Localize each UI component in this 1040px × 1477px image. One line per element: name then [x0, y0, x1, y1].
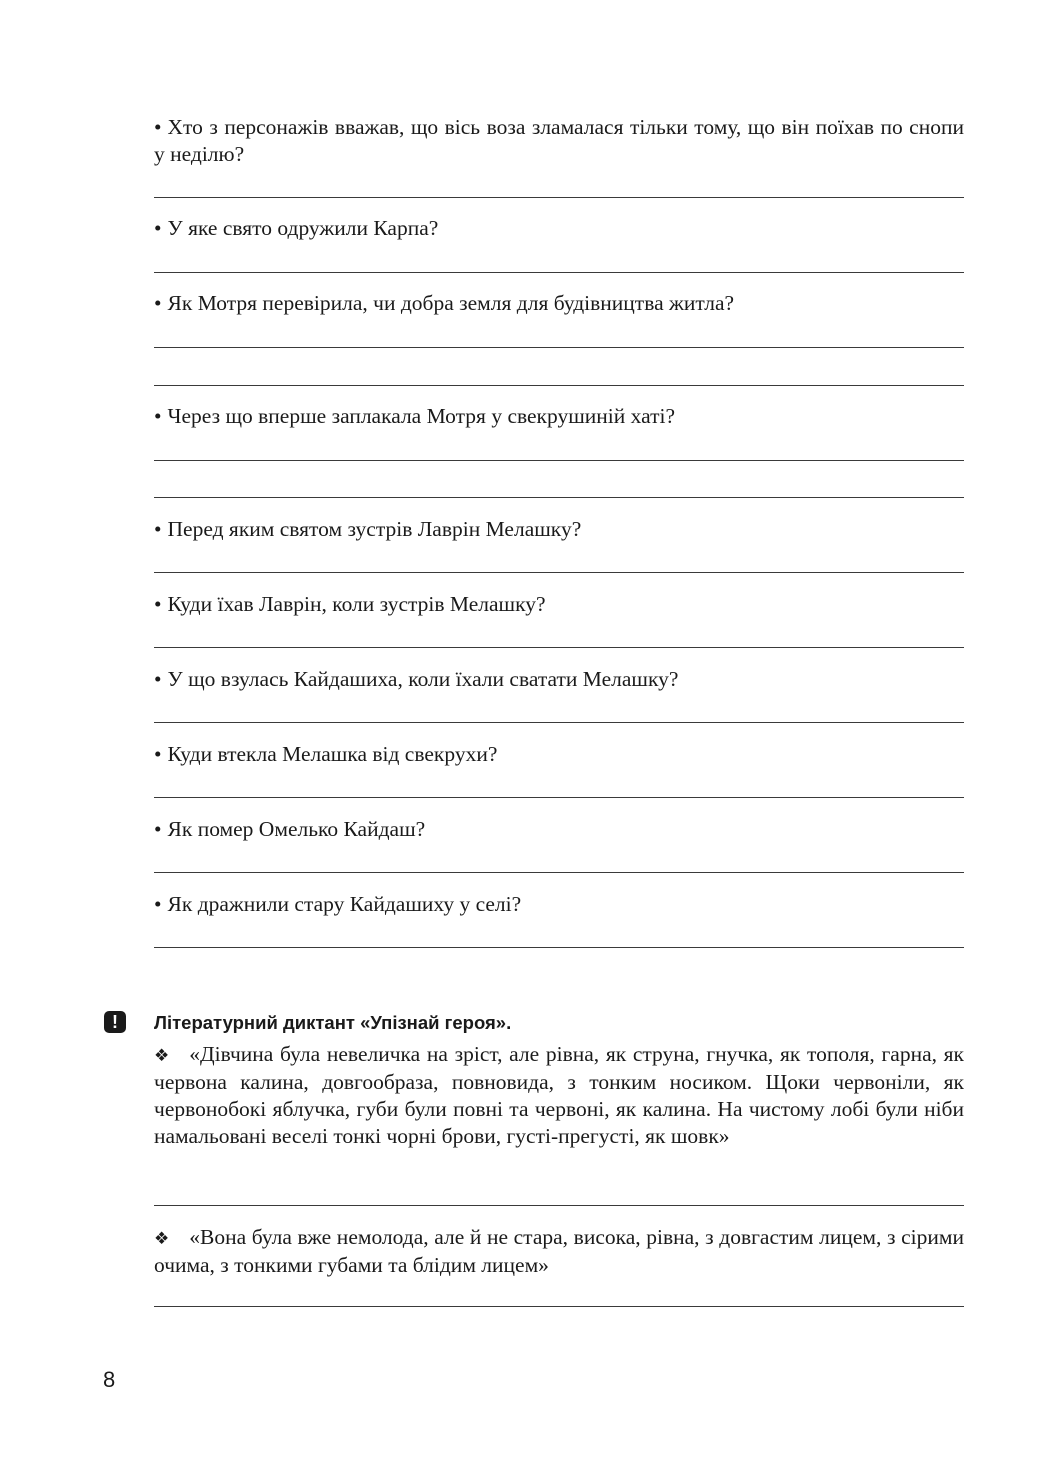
quote-text: «Вона була вже немолода, але й не стара, висока, рівна, з довгастим лицем, з сірими очима, з тонкими губами та блідим лицем»	[154, 1225, 964, 1277]
question-text: Як Мотря перевірила, чи добра земля для будівництва житла?	[167, 291, 735, 315]
question-5	[154, 516, 964, 543]
question-10	[154, 891, 964, 918]
bullet: •	[154, 517, 162, 541]
answer-line[interactable]	[154, 385, 964, 386]
question-text: Хто з персонажів вважав, що вісь воза зламалася тільки тому, що він поїхав по снопи у неділю?	[154, 115, 964, 166]
answer-line[interactable]	[154, 647, 964, 648]
answer-line[interactable]	[154, 1306, 964, 1307]
answer-line[interactable]	[154, 347, 964, 348]
question-2	[154, 215, 964, 242]
answer-line[interactable]	[154, 1205, 964, 1206]
answer-line[interactable]	[154, 272, 964, 273]
bullet: •	[154, 291, 162, 315]
dictation-item-2	[154, 1224, 964, 1279]
question-text: У яке свято одружили Карпа?	[167, 216, 439, 240]
quote-text: «Дівчина була невеличка на зріст, але рівна, як струна, гнучка, як тополя, гарна, як червона калина, довгообраза, повновида, з тонким носиком. Щоки червоніли, як червонобокі яблучка, губи були повні та червоні, як калина. На чистому лобі були ніби намальовані веселі тонкі чорні брови, густі-прегусті, як шовк»	[154, 1042, 964, 1148]
bullet: •	[154, 817, 162, 841]
question-text: Куди їхав Лаврін, коли зустрів Мелашку?	[167, 592, 546, 616]
answer-line[interactable]	[154, 460, 964, 461]
question-7	[154, 666, 964, 693]
bullet: •	[154, 404, 162, 428]
question-3	[154, 290, 964, 317]
question-4	[154, 403, 964, 430]
question-text: У що взулась Кайдашиха, коли їхали сватати Мелашку?	[167, 667, 679, 691]
section-heading: Літературний диктант «Упізнай героя».	[154, 1012, 512, 1033]
question-8	[154, 741, 964, 768]
bullet: •	[154, 592, 162, 616]
dictation-item-1	[154, 1041, 964, 1150]
answer-line[interactable]	[154, 797, 964, 798]
bullet: •	[154, 115, 162, 139]
bullet: •	[154, 667, 162, 691]
answer-line[interactable]	[154, 722, 964, 723]
question-text: Як дражнили стару Кайдашиху у селі?	[167, 892, 522, 916]
answer-line[interactable]	[154, 872, 964, 873]
answer-line[interactable]	[154, 197, 964, 198]
page-number: 8	[103, 1367, 116, 1392]
answer-line[interactable]	[154, 947, 964, 948]
diamond-bullet-icon: ❖	[154, 1229, 170, 1248]
exclamation-icon: !	[104, 1011, 126, 1033]
question-text: Перед яким святом зустрів Лаврін Мелашку?	[167, 517, 582, 541]
question-text: Через що вперше заплакала Мотря у свекрушиній хаті?	[167, 404, 676, 428]
question-text: Куди втекла Мелашка від свекрухи?	[167, 742, 498, 766]
question-6	[154, 591, 964, 618]
question-1	[154, 114, 964, 168]
bullet: •	[154, 892, 162, 916]
diamond-bullet-icon: ❖	[154, 1046, 170, 1065]
bullet: •	[154, 216, 162, 240]
answer-line[interactable]	[154, 572, 964, 573]
answer-line[interactable]	[154, 497, 964, 498]
bullet: •	[154, 742, 162, 766]
question-9	[154, 816, 964, 843]
question-text: Як помер Омелько Кайдаш?	[167, 817, 426, 841]
